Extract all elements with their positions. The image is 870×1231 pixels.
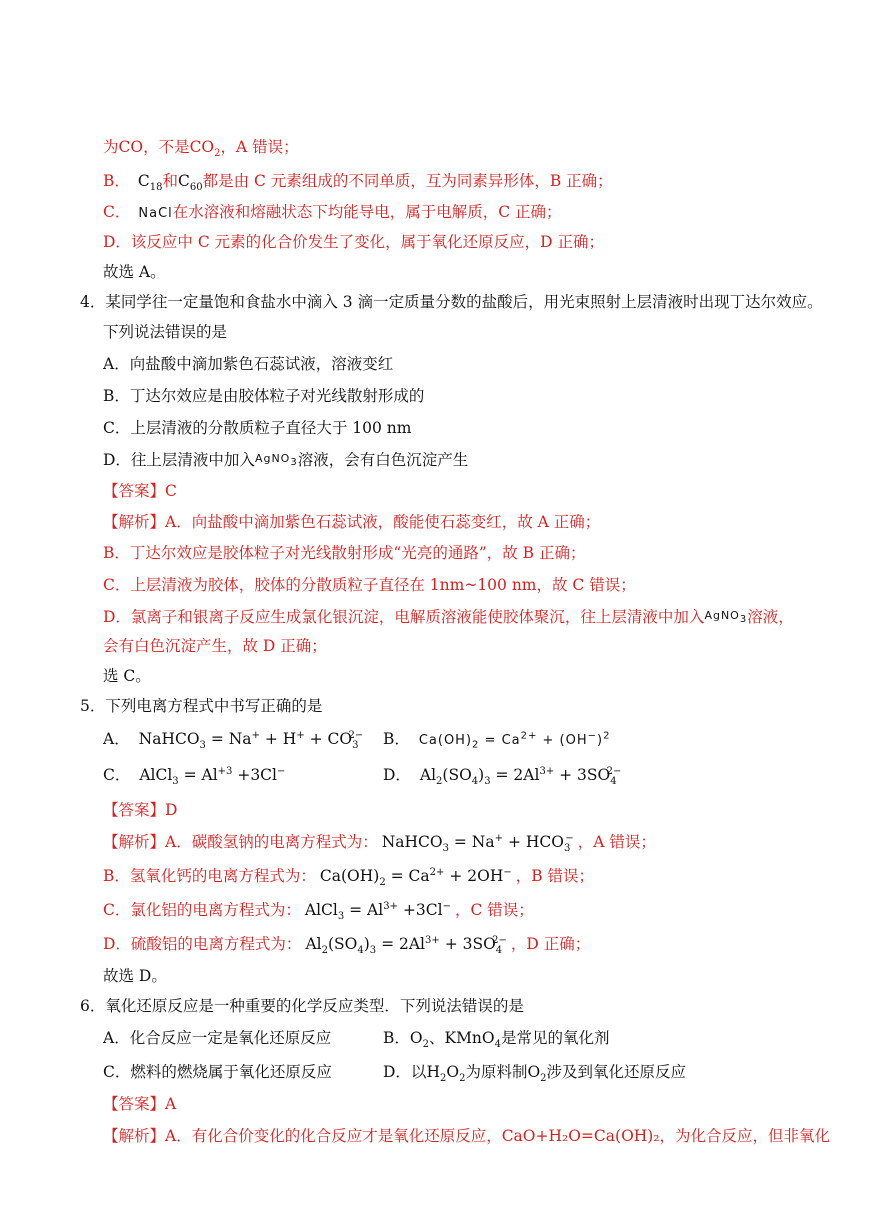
q5-option-c: C． AlCl$_3$ = $Al^{+3} +3Cl^-$ bbox=[103, 765, 286, 788]
q4-explanation-d2: 会有白色沉淀产生，故 D 正确； bbox=[103, 637, 327, 655]
equation-alcl3-wrong: AlCl$_3$ = $Al^{+3} +3Cl^-$ bbox=[139, 765, 286, 788]
q5-option-b: B． $Ca(OH)_2 = Ca^{2+} + (OH^-)^2$ bbox=[383, 730, 611, 751]
q5-explanation-c: C．氯化铝的电离方程式为： AlCl$_3$ = $Al^{3+} +3Cl^-$ ，C 错误； bbox=[103, 900, 534, 923]
q3-tail-line-a: 为CO，不是$CO_2$，A 错误； bbox=[103, 138, 299, 160]
q3-tail-line-d: D．该反应中 C 元素的化合价发生了变化，属于氧化还原反应，D 正确； bbox=[103, 233, 604, 251]
equation-al2so43-correct: $Al_2(SO_4)_3 = 2Al^{3+} + 3SO_4^{2-}$ bbox=[305, 934, 507, 957]
q6-option-d: D．以$H_2O_2$为原料制$O_2$涉及到氧化还原反应 bbox=[383, 1063, 687, 1085]
equation-nahco3: NaHCO$_3$ = $Na^+ + HCO_3^-$ bbox=[381, 832, 574, 855]
q6-option-a: A．化合反应一定是氧化还原反应 bbox=[103, 1029, 332, 1047]
q5-explanation-d: D．硫酸铝的电离方程式为： $Al_2(SO_4)_3 = 2Al^{3+} + 3SO_4^{2-}$ ，D 正确； bbox=[103, 934, 591, 957]
q4-option-c: C．上层清液的分散质粒子直径大于 100 nm bbox=[103, 419, 412, 437]
q5-answer: 【答案】D bbox=[103, 801, 178, 819]
q4-stem-1: 4．某同学往一定量饱和食盐水中滴入 3 滴一定质量分数的盐酸后，用光束照射上层清液时出现丁达尔效应。 bbox=[80, 293, 823, 311]
q4-option-d: D．往上层清液中加入AgNO$_3$溶液，会有白色沉淀产生 bbox=[103, 451, 469, 469]
q4-option-b: B．丁达尔效应是由胶体粒子对光线散射形成的 bbox=[103, 387, 425, 405]
q3-conclusion: 故选 A。 bbox=[103, 263, 166, 281]
q4-option-a: A．向盐酸中滴加紫色石蕊试液，溶液变红 bbox=[103, 355, 394, 373]
equation-caoh2: $Ca(OH)_2 = Ca^{2+} + 2OH^-$ bbox=[319, 866, 512, 889]
q4-stem-2: 下列说法错误的是 bbox=[103, 323, 228, 341]
q5-conclusion: 故选 D。 bbox=[103, 967, 167, 985]
equation-al2so43: $Al_2(SO_4)_3 = 2Al^{3+} + 3SO_4^{2-}$ bbox=[419, 765, 622, 788]
q5-explanation-b: B．氢氧化钙的电离方程式为： $Ca(OH)_2 = Ca^{2+} + 2OH^-$ ，B 错误； bbox=[103, 866, 595, 889]
oxidants-formula: $O_2$、KMnO$_4$ bbox=[409, 1029, 501, 1051]
equation-caoh2-wrong: $Ca(OH)_2 = Ca^{2+} + (OH^-)^2$ bbox=[418, 730, 611, 751]
q5-option-a: A． NaHCO$_3$ = $Na^+ + H^+ + CO_3^{2-}$ bbox=[103, 729, 364, 752]
equation-nahco3-wrong: NaHCO$_3$ = $Na^+ + H^+ + CO_3^{2-}$ bbox=[138, 729, 364, 752]
q5-explanation-a: 【解析】A．碳酸氢钠的电离方程式为： NaHCO$_3$ = $Na^+ + HCO_3^-$ ，A 错误； bbox=[103, 832, 656, 855]
q4-conclusion: 选 C。 bbox=[103, 667, 151, 685]
q6-explanation-a: 【解析】A．有化合价变化的化合反应才是氧化还原反应，CaO+H₂O=Ca(OH)₂，为化合反应，但非氧化 bbox=[103, 1127, 831, 1145]
q6-stem: 6．氧化还原反应是一种重要的化学反应类型．下列说法错误的是 bbox=[80, 997, 524, 1015]
q3-tail-line-b: B． $C_{18}$和$C_{60}$都是由 C 元素组成的不同单质，互为同素异形体，B 正确； bbox=[103, 172, 613, 194]
agno3-formula: AgNO$_3$ bbox=[704, 609, 748, 626]
agno3-formula: AgNO$_3$ bbox=[254, 452, 298, 469]
q4-explanation-d1: D．氯离子和银离子反应生成氯化银沉淀，电解质溶液能使胶体聚沉，往上层清液中加入AgNO$_3$溶液， bbox=[103, 608, 794, 626]
nacl-formula: NaCl bbox=[138, 206, 173, 221]
c60-formula: $C_{60}$ bbox=[178, 172, 203, 194]
q6-option-c: C．燃料的燃烧属于氧化还原反应 bbox=[103, 1063, 332, 1081]
o2-formula: $O_2$ bbox=[527, 1063, 547, 1085]
c18-formula: $C_{18}$ bbox=[137, 172, 163, 194]
q6-answer: 【答案】A bbox=[103, 1095, 177, 1113]
q4-explanation-b: B．丁达尔效应是胶体粒子对光线散射形成“光亮的通路”，故 B 正确； bbox=[103, 544, 586, 562]
q4-explanation-c: C．上层清液为胶体，胶体的分散质粒子直径在 1nm~100 nm，故 C 错误； bbox=[103, 576, 636, 594]
q5-option-d: D． $Al_2(SO_4)_3 = 2Al^{3+} + 3SO_4^{2-}$ bbox=[383, 765, 622, 788]
q5-stem: 5．下列电离方程式中书写正确的是 bbox=[80, 697, 323, 715]
q3-tail-line-c: C． NaCl在水溶液和熔融状态下均能导电，属于电解质，C 正确； bbox=[103, 203, 562, 221]
equation-alcl3: AlCl$_3$ = $Al^{3+} +3Cl^-$ bbox=[304, 900, 451, 923]
q4-answer: 【答案】C bbox=[103, 482, 177, 500]
q4-explanation-a: 【解析】A．向盐酸中滴加紫色石蕊试液，酸能使石蕊变红，故 A 正确； bbox=[103, 513, 601, 531]
q6-option-b: B．$O_2$、KMnO$_4$是常见的氧化剂 bbox=[383, 1029, 610, 1051]
h2o2-formula: $H_2O_2$ bbox=[426, 1063, 466, 1085]
